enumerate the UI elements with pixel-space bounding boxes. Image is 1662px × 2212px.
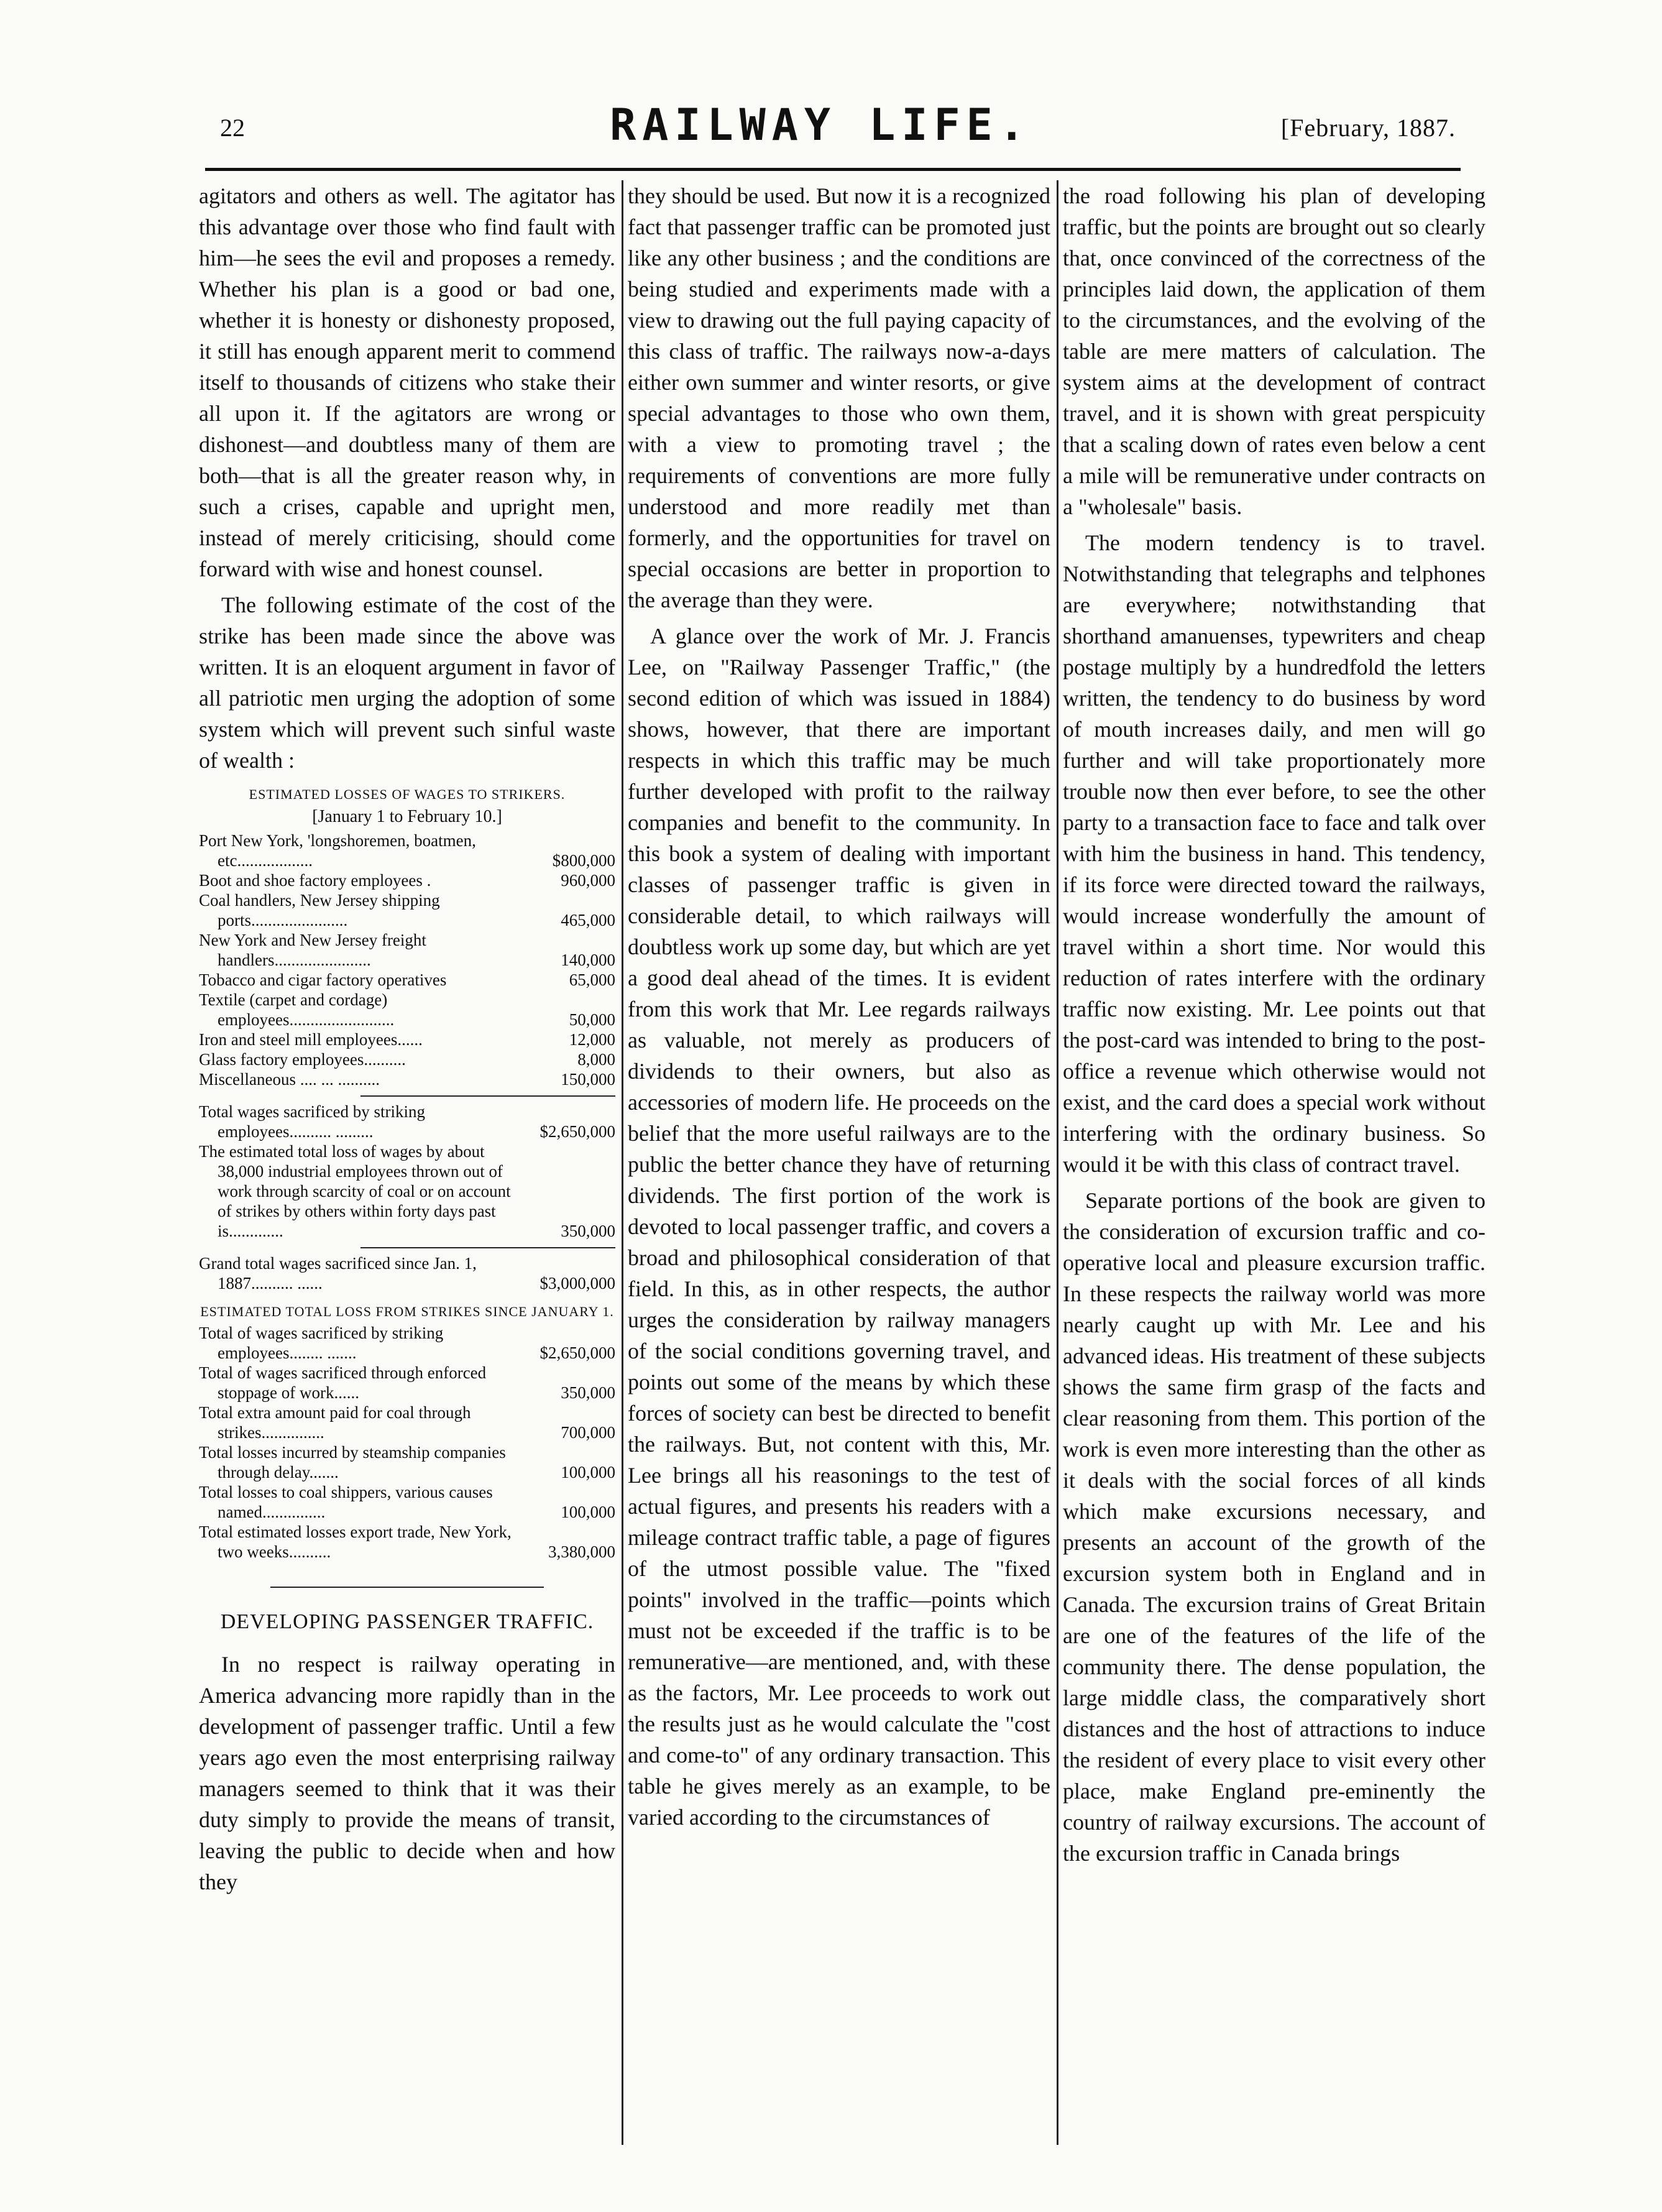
table-row bbox=[199, 1522, 615, 1562]
paragraph: they should be used. But now it is a recognized fact that passenger traffic can be promoted just like any other business ; and the conditions are being studied and experiments made with a view to drawing out the full paying capacity of this class of traffic. The railways now-a-days either own summer and winter resorts, or give special advantages to those who own them, with a view to promoting travel ; the requirements of conventions are more fully understood and more readily met than formerly, and the opportunities for travel on special occasions are better in proportion to the average than they were. bbox=[628, 183, 1050, 612]
row-label: Textile (carpet and cordage) employees......................... bbox=[199, 990, 395, 1029]
sum-rule bbox=[360, 1095, 615, 1102]
row-value: 140,000 bbox=[561, 951, 615, 969]
table-row bbox=[199, 970, 615, 990]
masthead: RAILWAY LIFE. bbox=[610, 99, 1031, 150]
table-row bbox=[199, 1049, 615, 1069]
page-header bbox=[205, 99, 1461, 168]
wages-loss-table bbox=[199, 831, 615, 1293]
row-label: Coal handlers, New Jersey shipping ports....................... bbox=[199, 891, 440, 929]
section-separator bbox=[270, 1587, 544, 1588]
row-label: Total losses to coal shippers, various causes named............... bbox=[199, 1483, 493, 1521]
row-value: 150,000 bbox=[561, 1070, 615, 1089]
row-label: Total wages sacrificed by striking employees.......... ......... bbox=[199, 1102, 425, 1141]
issue-date: [February, 1887. bbox=[1280, 114, 1456, 142]
row-label: Port New York, 'longshoremen, boatmen, etc.................. bbox=[199, 831, 476, 870]
row-label: Total of wages sacrificed through enforced stoppage of work...... bbox=[199, 1363, 487, 1402]
row-value: 65,000 bbox=[569, 970, 615, 989]
paragraph: Separate portions of the book are given to the consideration of excursion traffic and co-operative local and pleasure excursion traffic. In these respects the railway world was more nearly caught up with Mr. Lee and his advanced ideas. His treatment of these subjects shows the same firm grasp of the facts and clear reasoning from them. This portion of the work is even more interesting than the other as it deals with the social forces of all kinds which make excursions necessary, and presents an account of the growth of the excursion system both in England and in Canada. The excursion trains of Great Britain are one of the features of the life of the community there. The dense population, the large middle class, the comparatively short distances and the host of attractions to induce the resident of every place to visit every other place, make England pre-eminently the country of railway excursions. The account of the excursion traffic in Canada brings bbox=[1063, 1188, 1485, 1866]
column-divider bbox=[1057, 180, 1058, 2145]
row-label: Boot and shoe factory employees . bbox=[199, 871, 431, 890]
table-title: ESTIMATED TOTAL LOSS FROM STRIKES SINCE JANUARY 1. bbox=[200, 1304, 614, 1319]
row-value: $2,650,000 bbox=[539, 1343, 615, 1362]
row-label: Total estimated losses export trade, New York, two weeks.......... bbox=[199, 1523, 512, 1561]
table-row bbox=[199, 1482, 615, 1522]
row-label: Glass factory employees.......... bbox=[199, 1050, 406, 1069]
row-value: 350,000 bbox=[561, 1383, 615, 1402]
table-row bbox=[199, 1323, 615, 1363]
table-row bbox=[199, 990, 615, 1030]
row-label: Total of wages sacrificed by striking employees........ ....... bbox=[199, 1324, 444, 1362]
row-value: 100,000 bbox=[561, 1463, 615, 1482]
row-value: $3,000,000 bbox=[539, 1274, 615, 1293]
column-3 bbox=[1063, 180, 1485, 2145]
row-value: $2,650,000 bbox=[539, 1122, 615, 1141]
row-value: 350,000 bbox=[561, 1222, 615, 1240]
page-number: 22 bbox=[220, 114, 245, 142]
paragraph: A glance over the work of Mr. J. Francis Lee, on "Railway Passenger Traffic," (the second edition of which was issued in 1884) shows, however, that there are important respects in which this traffic may be much further developed with profit to the railway companies and benefit to the community. In this book a system of dealing with important classes of passenger traffic is given in considerable detail, to which railways will doubtless work up some day, but which are yet a good deal ahead of the times. It is evident from this work that Mr. Lee regards railways as valuable, not merely as producers of dividends to their owners, but also as accessories of modern life. He proceeds on the belief that the more useful railways are to the public the better chance they have of returning dividends. The first portion of the work is devoted to local passenger traffic, and covers a broad and philosophical consideration of that field. In this, as in other respects, the author urges the consideration by railway managers of the social conditions governing travel, and points out some of the means by which these forces of society can best be directed to benefit the railways. But, not content with this, Mr. Lee brings all his reasonings to the test of actual figures, and presents his readers with a mileage contract traffic table, a page of figures of the utmost possible value. The "fixed points" involved in the traffic—points which must not be exceeded if the traffic is to be remunerative—are mentioned, and, with these as the factors, Mr. Lee proceeds to work out the results just as he would calculate the "cost and come-to" of any ordinary transaction. This table he gives merely as an example, to be varied according to the circumstances of bbox=[628, 624, 1050, 1830]
table-title: ESTIMATED LOSSES OF WAGES TO STRIKERS. bbox=[249, 786, 566, 802]
table-row bbox=[199, 1442, 615, 1482]
paragraph: The following estimate of the cost of the strike has been made since the above was written. It is an eloquent argument in favor of all patriotic men urging the adoption of some system which will prevent such sinful waste of wealth : bbox=[199, 592, 615, 773]
column-1 bbox=[199, 180, 615, 2145]
row-value: 100,000 bbox=[561, 1503, 615, 1521]
table-row bbox=[199, 930, 615, 970]
row-value: 12,000 bbox=[569, 1030, 615, 1049]
row-value: 50,000 bbox=[569, 1010, 615, 1029]
paragraph: agitators and others as well. The agitator has this advantage over those who find fault with him—he sees the evil and proposes a remedy. Whether his plan is a good or bad one, whether it is honesty or dishonesty proposed, it still has enough apparent merit to commend itself to thousands of citizens who stake their all upon it. If the agitators are wrong or dishonest—and doubtless many of them are both—that is all the greater reason why, in such a crises, capable and upright men, instead of merely criticising, should come forward with wise and honest counsel. bbox=[199, 183, 615, 581]
row-value: 8,000 bbox=[577, 1050, 615, 1069]
paragraph: In no respect is railway operating in America advancing more rapidly than in the development of passenger traffic. Until a few years ago even the most enterprising railway managers seemed to think that it was their duty simply to provide the means of transit, leaving the public to decide when and how they bbox=[199, 1652, 615, 1894]
table-row bbox=[199, 1069, 615, 1089]
header-rule bbox=[205, 168, 1461, 171]
sum-rule bbox=[360, 1247, 615, 1253]
column-divider bbox=[622, 180, 623, 2145]
row-label: Total extra amount paid for coal through strikes............... bbox=[199, 1403, 471, 1442]
paragraph: The modern tendency is to travel. Notwithstanding that telegraphs and telphones are everywhere; notwithstanding that shorthand amanuenses, typewriters and cheap postage multiply by a hundredfold the letters written, the tendency to do business by word of mouth increases daily, and men will go further and will take proportionately more trouble now then ever before, to see the other party to a transaction face to face and talk over with him the business in hand. This tendency, if its force were directed toward the railways, would increase wonderfully the amount of travel within a short time. Nor would this reduction of rates interfere with the ordinary traffic now existing. Mr. Lee points out that the post-card was intended to bring to the post-office a revenue which otherwise would not exist, and the card does a special work without interfering with the ordinary business. So would it be with this class of contract travel. bbox=[1063, 530, 1485, 1177]
row-label: The estimated total loss of wages by about 38,000 industrial employees thrown out of work through scarcity of coal or on account of strikes by others within forty days past is............. bbox=[199, 1142, 511, 1240]
total-loss-table bbox=[199, 1323, 615, 1562]
article-heading: DEVELOPING PASSENGER TRAFFIC. bbox=[220, 1610, 594, 1633]
table-row bbox=[199, 870, 615, 890]
row-value: $800,000 bbox=[552, 851, 615, 870]
row-label: Grand total wages sacrificed since Jan. 1, 1887.......... ...... bbox=[199, 1254, 477, 1293]
row-value: 960,000 bbox=[561, 871, 615, 890]
row-label: Iron and steel mill employees...... bbox=[199, 1030, 423, 1049]
table-row bbox=[199, 1253, 615, 1293]
table-row bbox=[199, 1102, 615, 1141]
row-label: Total losses incurred by steamship companies through delay....... bbox=[199, 1443, 506, 1482]
row-value: 700,000 bbox=[561, 1423, 615, 1442]
row-value: 3,380,000 bbox=[548, 1542, 615, 1561]
table-row bbox=[199, 890, 615, 930]
row-label: Miscellaneous .... ... .......... bbox=[199, 1070, 380, 1089]
paragraph: the road following his plan of developing traffic, but the points are brought out so clearly that, once convinced of the correctness of the principles laid down, the application of them to the circumstances, and the evolving of the table are mere matters of calculation. The system aims at the development of contract travel, and it is shown with great perspicuity that a scaling down of rates even below a cent a mile will be remunerative under contracts on a "wholesale" basis. bbox=[1063, 183, 1485, 519]
table-subtitle: [January 1 to February 10.] bbox=[312, 807, 502, 826]
table-row bbox=[199, 1403, 615, 1442]
column-2 bbox=[628, 180, 1050, 2145]
row-label: Tobacco and cigar factory operatives bbox=[199, 970, 447, 989]
table-row bbox=[199, 831, 615, 870]
table-row bbox=[199, 1030, 615, 1049]
table-row bbox=[199, 1363, 615, 1403]
row-label: New York and New Jersey freight handlers....................... bbox=[199, 931, 426, 969]
row-value: 465,000 bbox=[561, 911, 615, 929]
table-row bbox=[199, 1141, 615, 1241]
